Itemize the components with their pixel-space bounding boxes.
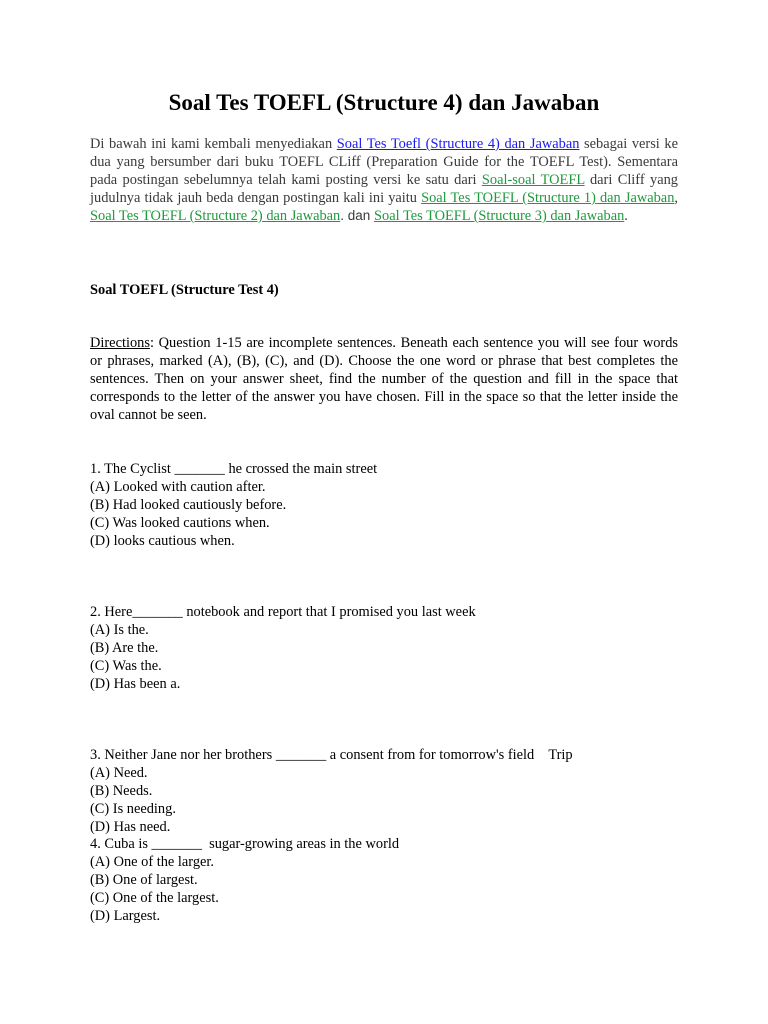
- link-structure-3[interactable]: Soal Tes TOEFL (Structure 3) dan Jawaban: [374, 208, 625, 224]
- page-title: Soal Tes TOEFL (Structure 4) dan Jawaban: [168, 90, 600, 115]
- answer-option-c: (C) One of the largest.: [90, 890, 219, 906]
- answer-option-c: (C) Was looked cautions when.: [90, 515, 270, 531]
- directions-paragraph: [90, 334, 678, 424]
- answer-option-a: (A) Looked with caution after.: [90, 479, 266, 495]
- directions-label: Directions: [90, 335, 150, 351]
- intro-paragraph: [90, 135, 678, 225]
- question-1: [90, 460, 690, 550]
- link-structure-2[interactable]: Soal Tes TOEFL (Structure 2) dan Jawaban: [90, 208, 341, 224]
- answer-option-d: (D) Largest.: [90, 908, 161, 924]
- directions-text: : Question 1-15 are incomplete sentences. Beneath each sentence you will see four words or phrases, marked (A), (B), (C), and (D). Choose the one word or phrase that best completes the sentences. Then on your answer sheet, find the number of the question and fill in the space that corresponds to the letter of the answer you have chosen. Fill in the space so that the letter inside the oval cannot be seen.: [90, 335, 678, 423]
- section-heading: Soal TOEFL (Structure Test 4): [90, 282, 279, 298]
- question-stem: 4. Cuba is _______ sugar-growing areas in the world: [90, 836, 400, 852]
- intro-text: dari Cliff yang judulnya tidak jauh beda dengan postingan kali ini yaitu: [90, 172, 678, 206]
- link-structure-4[interactable]: Soal Tes Toefl (Structure 4) dan Jawaban: [336, 136, 580, 152]
- answer-option-d: (D) Has need.: [90, 819, 171, 835]
- question-2: [90, 603, 690, 693]
- answer-option-b: (B) Needs.: [90, 783, 153, 799]
- answer-option-d: (D) looks cautious when.: [90, 533, 235, 549]
- intro-text: . dan: [340, 208, 375, 223]
- answer-option-b: (B) Are the.: [90, 640, 159, 656]
- link-structure-1[interactable]: Soal Tes TOEFL (Structure 1) dan Jawaban: [421, 190, 675, 206]
- intro-text: Di bawah ini kami kembali menyediakan: [90, 136, 337, 152]
- intro-text: sebagai versi ke dua yang bersumber dari buku TOEFL CLiff (Preparation Guide for the TOEFL Test). Sementara pada postingan sebelumnya telah kami posting versi ke satu dari: [90, 136, 679, 188]
- question-stem: 2. Here_______ notebook and report that I promised you last week: [90, 604, 476, 620]
- answer-option-b: (B) One of largest.: [90, 872, 198, 888]
- intro-text: .: [624, 208, 628, 224]
- question-3: [90, 746, 690, 836]
- question-stem: 3. Neither Jane nor her brothers _______ a consent from for tomorrow's field Trip: [90, 747, 573, 763]
- answer-option-a: (A) One of the larger.: [90, 854, 215, 870]
- question-stem: 1. The Cyclist _______ he crossed the main street: [90, 461, 378, 477]
- answer-option-b: (B) Had looked cautiously before.: [90, 497, 287, 513]
- answer-option-c: (C) Is needing.: [90, 801, 176, 817]
- answer-option-c: (C) Was the.: [90, 658, 162, 674]
- link-soal-soal-toefl[interactable]: Soal-soal TOEFL: [481, 172, 585, 188]
- answer-option-a: (A) Is the.: [90, 622, 149, 638]
- answer-option-a: (A) Need.: [90, 765, 148, 781]
- question-4: [90, 835, 690, 925]
- answer-option-d: (D) Has been a.: [90, 676, 181, 692]
- intro-text: ,: [674, 190, 678, 206]
